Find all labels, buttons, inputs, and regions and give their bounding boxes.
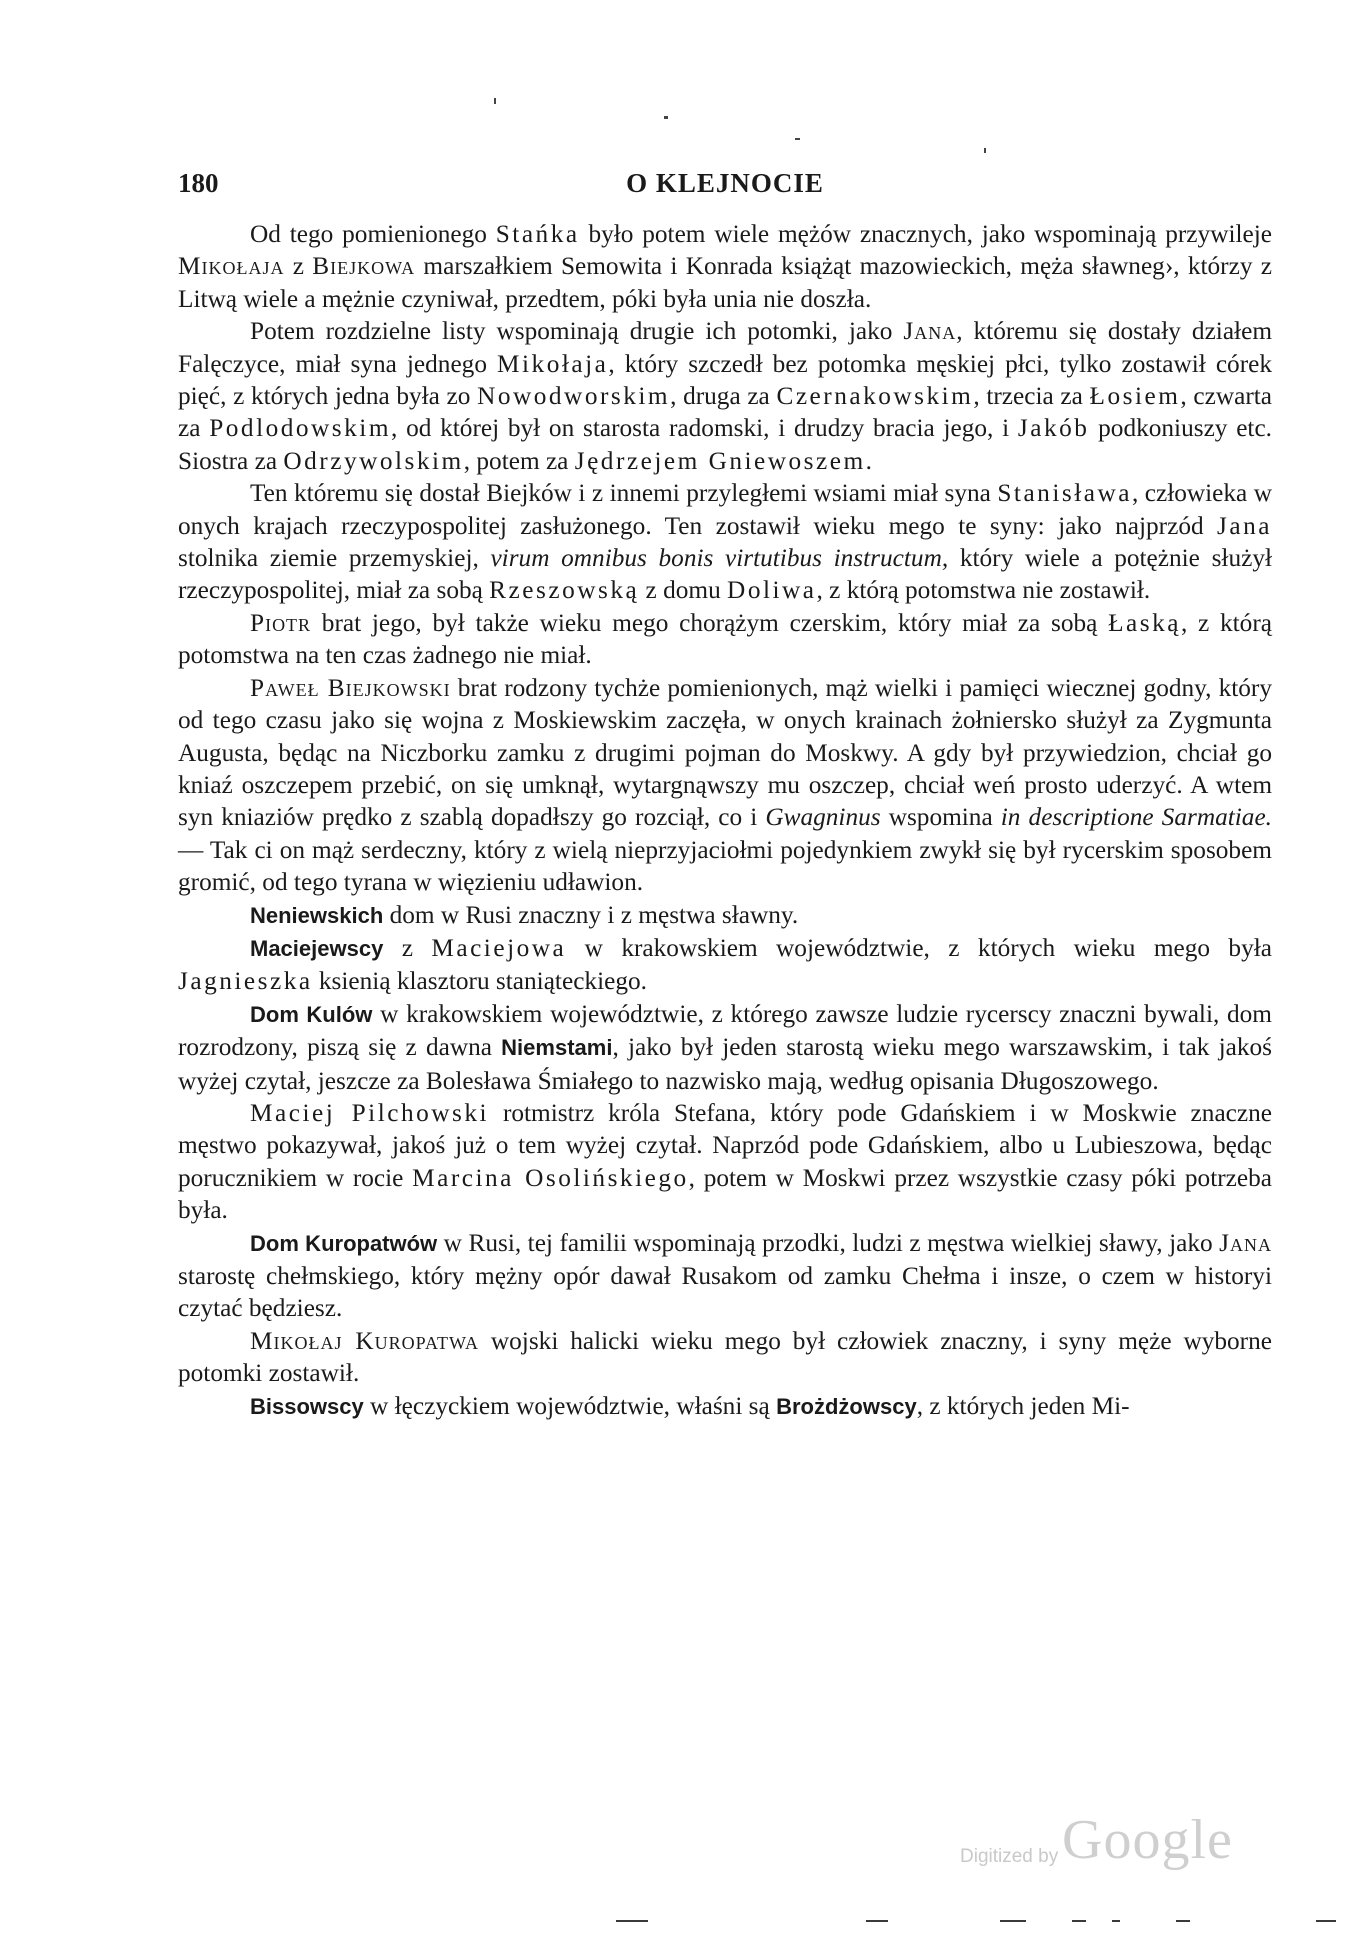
text-run: rotmistrz króla Stefana, który pode Gdańskiem i w Moskwie znaczne męstwo pokazywał, jakoś już o tem wyżej czytał. Naprzód pode Gdańskiem, albo u Lubieszowa, będąc porucznikiem w rocie <box>178 1098 1272 1192</box>
emphasized-text: Łosiem <box>1089 382 1181 411</box>
emphasized-text: Gwagninus <box>765 803 881 832</box>
text-run: w krakowskiem województwie, z którego zawsze ludzie rycerscy znaczni bywali, dom rozrodzony, piszą się z dawna <box>178 999 1272 1062</box>
emphasized-text: Czernakowskim <box>776 382 974 411</box>
text-run: w Rusi, tej familii wspominają przodki, ludzi z męstwa wielkiej sławy, jako <box>437 1228 1220 1257</box>
text-run: , czwarta za <box>178 382 1272 443</box>
emphasized-text: Stańka <box>495 220 580 248</box>
emphasized-text: in descriptione Sarmatiae. <box>1000 803 1273 832</box>
paragraph <box>178 315 1272 477</box>
text-run: w krakowskiem województwie, z których wieku mego była <box>566 933 1272 962</box>
paragraph <box>178 477 1272 607</box>
text-run: który wiele a potężnie służył rzeczypospolitej, miał za sobą <box>178 544 1273 605</box>
scan-speck <box>494 98 496 104</box>
google-logo: Google <box>1062 1809 1233 1871</box>
text-run: w łęczyckiem województwie, właśni są <box>363 1391 777 1420</box>
emphasized-text: Maciejewscy <box>250 935 384 961</box>
emphasized-text: Podlodowskim <box>209 414 392 443</box>
emphasized-text: Maciej Pilchowski <box>250 1098 490 1127</box>
text-run: , potem za <box>463 446 575 475</box>
paragraph <box>178 1097 1272 1227</box>
emphasized-text: Mikołaj Kuropatwa <box>250 1326 479 1355</box>
text-run: brat rodzony tychże pomienionych, mąż wielki i pamięci wiecznej godny, który od tego czasu jako się wojna z Moskiewskim zaczęła, w onych krainach żołniersko służył za Zygmunta Augusta, będąc na Niczborku zamku z drugimi pojman do Moskwy. A gdy był przywiedzion, chciał go kniaź oszczepem przebić, on się umknął, wytargnąwszy mu oszczep, chciał weń prosto uderzyć. A wtem syn kniaziów prędko z szablą dopadłszy go rozciął, co i <box>178 673 1273 832</box>
text-run: , z których jeden Mi- <box>916 1391 1130 1420</box>
paragraph <box>178 1325 1272 1390</box>
text-run: dom w Rusi znaczny i z męstwa sławny. <box>383 900 799 929</box>
text-run: . <box>865 446 872 475</box>
emphasized-text: Biejkowa <box>312 252 416 281</box>
paragraph <box>178 1227 1272 1325</box>
emphasized-text: Brożdżowscy <box>776 1393 917 1419</box>
running-title: O KLEJNOCIE <box>626 168 824 198</box>
text-run: brat jego, był także wieku mego chorążym czerskim, który miał za sobą <box>311 608 1109 637</box>
text-run: , od której był on starosta radomski, i drudzy bracia jego, i <box>391 414 1018 443</box>
paragraph <box>178 218 1272 315</box>
text-run: , któremu się dostały działem Falęczyce, miał syna jednego <box>178 317 1272 378</box>
paragraph <box>178 672 1272 899</box>
scan-edge-mark <box>1316 1920 1336 1922</box>
text-run: wspomina <box>880 803 1001 832</box>
text-run: , trzecia za <box>973 382 1090 411</box>
text-run: wojski halicki wieku mego był człowiek znaczny, i syny męże wyborne potomki zostawił. <box>178 1326 1272 1388</box>
emphasized-text: Stanisława <box>997 479 1132 508</box>
text-run: Potem rozdzielne listy wspominają drugie ich potomki, jako <box>250 317 904 346</box>
emphasized-text: virum omnibus bonis virtutibus instructum, <box>490 544 949 573</box>
text-run: z <box>284 252 313 281</box>
emphasized-text: Dom Kulów <box>250 1001 373 1027</box>
paragraph <box>178 932 1272 998</box>
text-run: podkoniuszy etc. Siostra za <box>178 414 1273 475</box>
emphasized-text: Jagnieszka <box>178 967 313 996</box>
text-run: , potem w Moskwi przez wszystkie czasy póki potrzeba była. <box>178 1163 1272 1225</box>
emphasized-text: Rzeszowską <box>489 576 640 605</box>
text-run: było potem wiele mężów znacznych, jako wspominają przywileje <box>579 220 1272 248</box>
emphasized-text: Bissowscy <box>250 1393 364 1419</box>
emphasized-text: Neniewskich <box>250 902 384 928</box>
emphasized-text: Mikołaja <box>497 349 609 378</box>
scan-speck <box>795 138 800 140</box>
emphasized-text: Łaską <box>1108 608 1181 637</box>
text-run: z <box>383 933 432 962</box>
text-run: , człowieka w onych krajach rzeczypospolitej zasłużonego. Ten zostawił wieku mego te syny: jako najprzód <box>178 479 1272 540</box>
text-run: Od tego pomienionego <box>250 220 496 248</box>
emphasized-text: Jakób <box>1017 414 1090 443</box>
emphasized-text: Marcina Osolińskiego <box>412 1163 689 1192</box>
text-run: , z którą potomstwa na ten czas żadnego nie miał. <box>178 608 1272 670</box>
emphasized-text: Jana <box>903 317 957 346</box>
digitized-watermark <box>960 1808 1260 1878</box>
emphasized-text: Maciejowa <box>431 933 567 962</box>
emphasized-text: Jana <box>1219 1228 1272 1257</box>
emphasized-text: Nowodworskim <box>477 382 671 411</box>
scan-speck <box>664 116 668 119</box>
scan-edge-mark <box>1112 1920 1120 1922</box>
text-run: , z którą potomstwa nie zostawił. <box>816 576 1151 605</box>
scan-edge-mark <box>1000 1920 1026 1922</box>
scan-edge-mark <box>1176 1920 1190 1922</box>
page-header <box>178 168 1272 208</box>
emphasized-text: Piotr <box>250 608 312 637</box>
emphasized-text: Jana <box>1217 511 1272 540</box>
text-run: marszałkiem Semowita i Konrada książąt mazowieckich, męża sławneg›, którzy z Litwą wiele a mężnie czyniwał, przedtem, póki była unia nie doszła. <box>178 252 1272 313</box>
digitized-by-label: Digitized by <box>960 1846 1059 1867</box>
paragraph <box>178 1390 1272 1423</box>
emphasized-text: Mikołaja <box>178 252 285 281</box>
emphasized-text: Dom Kuropatwów <box>250 1230 438 1256</box>
text-run: Ten któremu się dostał Biejków i z innemi przyległemi wsiami miał syna <box>250 479 998 508</box>
scan-speck <box>984 148 986 153</box>
scan-edge-mark <box>866 1920 888 1922</box>
scan-edge-mark <box>616 1920 648 1922</box>
emphasized-text: Jędrzejem Gniewoszem <box>574 446 866 475</box>
body-text <box>178 218 1272 1423</box>
paragraph <box>178 899 1272 932</box>
text-run: , druga za <box>670 382 777 411</box>
paragraph <box>178 607 1272 672</box>
page-number: 180 <box>178 168 219 198</box>
text-run: starostę chełmskiego, który mężny opór dawał Rusakom od zamku Chełma i insze, o czem w historyi czytać będziesz. <box>178 1262 1272 1323</box>
emphasized-text: Niemstami <box>501 1035 613 1061</box>
text-run: , jako był jeden starostą wieku mego warszawskim, i tak jakoś wyżej czytał, jeszcze za Bolesława Śmiałego to nazwisko mają, według opisania Długoszowego. <box>178 1033 1272 1095</box>
paragraph <box>178 998 1272 1097</box>
text-run: z domu <box>639 576 728 605</box>
emphasized-text: Doliwa <box>727 576 817 605</box>
scan-edge-mark <box>1072 1920 1086 1922</box>
text-run: stolnika ziemie przemyskiej, <box>178 544 491 573</box>
emphasized-text: Paweł Biejkowski <box>250 673 451 702</box>
text-run: — Tak ci on mąż serdeczny, który z wielą nieprzyjaciołmi pojedynkiem zwykł się był rycerskim sposobem gromić, od tego tyrana w więzieniu udławion. <box>178 835 1272 897</box>
emphasized-text: Odrzywolskim <box>283 446 464 475</box>
text-run: , który szczedł bez potomka męskiej płci, tylko zostawił córek pięć, z których jedna była zo <box>178 349 1272 411</box>
text-run: ksienią klasztoru staniąteckiego. <box>312 967 647 996</box>
